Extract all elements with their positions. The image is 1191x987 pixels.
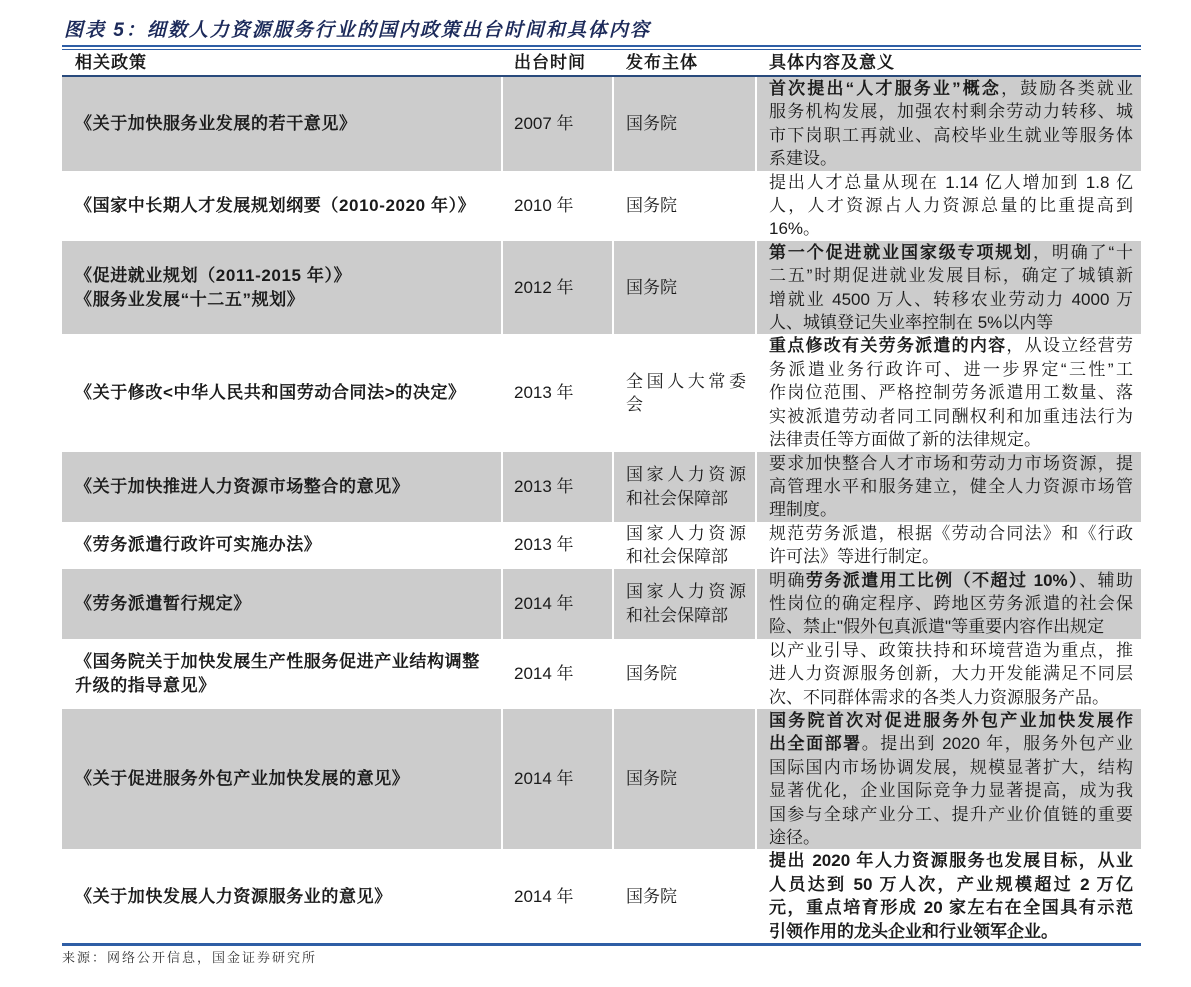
policy-name: 《劳务派遣行政许可实施办法》: [75, 535, 322, 555]
content-emphasis: 第一个促进就业国家级专项规划: [769, 242, 1034, 262]
policy-name: 《关于加快推进人力资源市场整合的意见》: [75, 476, 410, 496]
content-line: [769, 124, 1133, 147]
table-row: [62, 569, 1141, 639]
issuer-cell: [614, 569, 757, 639]
issuer-line: 和社会保障部: [626, 488, 728, 508]
date-cell: [503, 639, 614, 709]
content-cell: [757, 452, 1141, 522]
content-line: [769, 779, 1133, 802]
content-emphasis: 提出 2020 年人力资源服务也发展目标，从业: [769, 851, 1133, 871]
content-text: 实被派遣劳动者同工同酬权利和加重违法行为: [769, 406, 1133, 426]
date-cell: [503, 334, 614, 451]
content-emphasis: 元，重点培育形成 20 家左右在全国具有示范: [769, 898, 1133, 918]
content-line: [769, 428, 1133, 451]
issue-date: 2014 年: [514, 593, 574, 613]
issue-date: 2012 年: [514, 277, 574, 297]
issuer-cell: [614, 639, 757, 709]
table-row: [62, 77, 1141, 171]
policy-cell: [62, 709, 503, 849]
content-text: 险、禁止"假外包真派遣"等重要内容作出规定: [769, 617, 1105, 637]
table-body: [62, 77, 1141, 946]
content-text: 作岗位范围、严格控制劳务派遣用工数量、落: [769, 383, 1133, 403]
content-line: [769, 896, 1133, 919]
content-text: 16%。: [769, 219, 821, 239]
content-line: [769, 545, 1133, 568]
policy-table: [62, 50, 1141, 946]
content-line: [769, 873, 1133, 896]
issue-date: 2013 年: [514, 383, 574, 403]
issuer-cell: [614, 77, 757, 171]
policy-name: 《服务业发展“十二五”规划》: [75, 289, 305, 309]
content-line: [769, 475, 1133, 498]
content-line: [769, 709, 1133, 732]
issue-date: 2013 年: [514, 476, 574, 496]
table-row: [62, 709, 1141, 849]
issuer-line: 国家人力资源: [626, 465, 746, 485]
issuer-cell: [614, 334, 757, 451]
issuer-line: 会: [626, 394, 643, 414]
policy-cell: [62, 522, 503, 569]
content-text: 许可法》等进行制定。: [769, 547, 939, 567]
policy-cell: [62, 334, 503, 451]
issuer-line: 全国人大常委: [626, 371, 746, 391]
content-text: 次、不同群体需求的各类人力资源服务产品。: [769, 687, 1109, 707]
issue-date: 2014 年: [514, 664, 574, 684]
date-cell: [503, 171, 614, 241]
issuer-line: 和社会保障部: [626, 547, 728, 567]
policy-cell: [62, 77, 503, 171]
issue-date: 2007 年: [514, 114, 574, 134]
content-line: [769, 615, 1133, 638]
issue-date: 2014 年: [514, 769, 574, 789]
content-line: [769, 803, 1133, 826]
header-policy: 相关政策: [62, 50, 503, 75]
content-emphasis: 引领作用的龙头企业和行业领军企业。: [769, 921, 1058, 941]
content-cell: [757, 334, 1141, 451]
policy-cell: [62, 241, 503, 335]
issuer-cell: [614, 849, 757, 943]
content-line: [769, 264, 1133, 287]
content-line: [769, 569, 1133, 592]
issuer-cell: [614, 452, 757, 522]
content-line: [769, 522, 1133, 545]
content-line: [769, 826, 1133, 849]
date-cell: [503, 77, 614, 171]
content-line: [769, 662, 1133, 685]
policy-name: 《关于加快服务业发展的若干意见》: [75, 114, 357, 134]
table-row: [62, 241, 1141, 335]
content-text: 市下岗职工再就业、高校毕业生就业等服务体: [769, 125, 1133, 145]
date-cell: [503, 849, 614, 943]
content-text: ，从设立经营劳: [1006, 336, 1134, 356]
issuer-cell: [614, 241, 757, 335]
content-line: [769, 920, 1133, 943]
issuer-line: 国务院: [626, 664, 677, 684]
content-text: 高管理水平和服务建立，健全人力资源市场管: [769, 476, 1133, 496]
content-emphasis: 国务院首次对促进服务外包产业加快发展作: [769, 710, 1133, 730]
policy-cell: [62, 452, 503, 522]
content-line: [769, 194, 1133, 217]
content-cell: [757, 241, 1141, 335]
date-cell: [503, 709, 614, 849]
date-cell: [503, 569, 614, 639]
content-text: 进人力资源服务创新，大力开发能满足不同层: [769, 664, 1133, 684]
policy-name: 《国家中长期人才发展规划纲要（2010-2020 年）》: [75, 196, 476, 216]
content-line: [769, 452, 1133, 475]
content-line: [769, 100, 1133, 123]
policy-name: 《关于加快发展人力资源服务业的意见》: [75, 886, 392, 906]
policy-name: 《国务院关于加快发展生产性服务促进产业结构调整: [75, 652, 480, 672]
content-text: 人，人才资源占人力资源总量的比重提高到: [769, 196, 1133, 216]
content-text: 明确: [769, 570, 806, 590]
content-text: 、辅助: [1079, 570, 1133, 590]
issuer-cell: [614, 171, 757, 241]
issue-date: 2013 年: [514, 535, 574, 555]
content-line: [769, 756, 1133, 779]
content-line: [769, 358, 1133, 381]
source-note: 来源：网络公开信息，国金证券研究所: [62, 950, 318, 965]
content-text: 规范劳务派遣，根据《劳动合同法》和《行政: [769, 523, 1133, 543]
issuer-line: 国务院: [626, 769, 677, 789]
policy-cell: [62, 639, 503, 709]
issuer-line: 国务院: [626, 196, 677, 216]
content-cell: [757, 77, 1141, 171]
table-header-row: [62, 50, 1141, 77]
header-issuer: 发布主体: [614, 50, 757, 75]
policy-cell: [62, 849, 503, 943]
content-text: ，明确了“十: [1033, 242, 1133, 262]
content-cell: [757, 522, 1141, 569]
content-text: 服务机构发展，加强农村剩余劳动力转移、城: [769, 102, 1133, 122]
date-cell: [503, 522, 614, 569]
content-text: 提出人才总量从现在 1.14 亿人增加到 1.8 亿: [769, 172, 1133, 192]
issuer-line: 和社会保障部: [626, 605, 728, 625]
issuer-line: 国务院: [626, 886, 677, 906]
content-text: 以产业引导、政策扶持和环境营造为重点，推: [769, 640, 1133, 660]
issuer-line: 国务院: [626, 114, 677, 134]
content-text: 理制度。: [769, 500, 837, 520]
issuer-line: 国家人力资源: [626, 523, 746, 543]
content-line: [769, 686, 1133, 709]
table-row: [62, 849, 1141, 943]
content-text: 显著优化，企业国际竞争力显著提高，成为我: [769, 781, 1133, 801]
content-cell: [757, 569, 1141, 639]
header-content: 具体内容及意义: [769, 53, 895, 72]
content-text: 。提出到 2020 年，服务外包产业: [861, 734, 1134, 754]
content-emphasis: 人员达到 50 万人次，产业规模超过 2 万亿: [769, 874, 1133, 894]
policy-name: 升级的指导意见》: [75, 675, 216, 695]
content-text: 系建设。: [769, 149, 837, 169]
policy-name: 《促进就业规划（2011-2015 年）》: [75, 266, 352, 286]
content-emphasis: 出全面部署: [769, 734, 862, 754]
content-text: 法律责任等方面做了新的法律规定。: [769, 430, 1041, 450]
content-line: [769, 241, 1133, 264]
content-line: [769, 77, 1133, 100]
content-line: [769, 732, 1133, 755]
issue-date: 2010 年: [514, 196, 574, 216]
content-line: [769, 405, 1133, 428]
date-cell: [503, 452, 614, 522]
content-text: 国参与全球产业分工、提升产业价值链的重要: [769, 804, 1133, 824]
content-line: [769, 311, 1133, 334]
content-text: 要求加快整合人才市场和劳动力市场资源，提: [769, 453, 1133, 473]
content-cell: [757, 849, 1141, 943]
content-line: [769, 171, 1133, 194]
content-line: [769, 334, 1133, 357]
content-line: [769, 288, 1133, 311]
date-cell: [503, 241, 614, 335]
issuer-cell: [614, 522, 757, 569]
policy-name: 《关于修改<中华人民共和国劳动合同法>的决定》: [75, 383, 466, 403]
title-rule: [62, 45, 1141, 47]
content-line: [769, 498, 1133, 521]
content-line: [769, 849, 1133, 872]
issuer-cell: [614, 709, 757, 849]
content-text: 二五”时期促进就业发展目标，确定了城镇新: [769, 266, 1133, 286]
content-text: 性岗位的确定程序、跨地区劳务派遣的社会保: [769, 593, 1133, 613]
content-line: [769, 381, 1133, 404]
policy-cell: [62, 569, 503, 639]
content-text: 途径。: [769, 828, 820, 847]
policy-name: 《关于促进服务外包产业加快发展的意见》: [75, 769, 410, 789]
table-row: [62, 334, 1141, 451]
policy-name: 《劳务派遣暂行规定》: [75, 593, 251, 613]
content-text: 增就业 4500 万人、转移农业劳动力 4000 万: [769, 289, 1133, 309]
issue-date: 2014 年: [514, 886, 574, 906]
content-emphasis: 劳务派遣用工比例（不超过 10%）: [805, 570, 1080, 590]
content-line: [769, 147, 1133, 170]
header-date: 出台时间: [503, 50, 614, 75]
content-line: [769, 217, 1133, 240]
policy-cell: [62, 171, 503, 241]
table-row: [62, 171, 1141, 241]
table-row: [62, 639, 1141, 709]
content-line: [769, 639, 1133, 662]
table-row: [62, 452, 1141, 522]
content-cell: [757, 171, 1141, 241]
content-emphasis: 首次提出“人才服务业”概念: [769, 79, 1002, 98]
table-row: [62, 522, 1141, 569]
content-cell: [757, 639, 1141, 709]
content-text: 务派遣业务行政许可、进一步界定“三性”工: [769, 359, 1133, 379]
content-line: [769, 592, 1133, 615]
content-text: 国际国内市场协调发展，规模显著扩大，结构: [769, 757, 1133, 777]
issuer-line: 国务院: [626, 277, 677, 297]
content-emphasis: 重点修改有关劳务派遣的内容: [769, 336, 1007, 356]
figure-title: 图表 5：细数人力资源服务行业的国内政策出台时间和具体内容: [64, 20, 651, 41]
issuer-line: 国家人力资源: [626, 582, 746, 602]
content-cell: [757, 709, 1141, 849]
content-text: ，鼓励各类就业: [1001, 79, 1134, 98]
content-text: 人、城镇登记失业率控制在 5%以内等: [769, 313, 1054, 333]
